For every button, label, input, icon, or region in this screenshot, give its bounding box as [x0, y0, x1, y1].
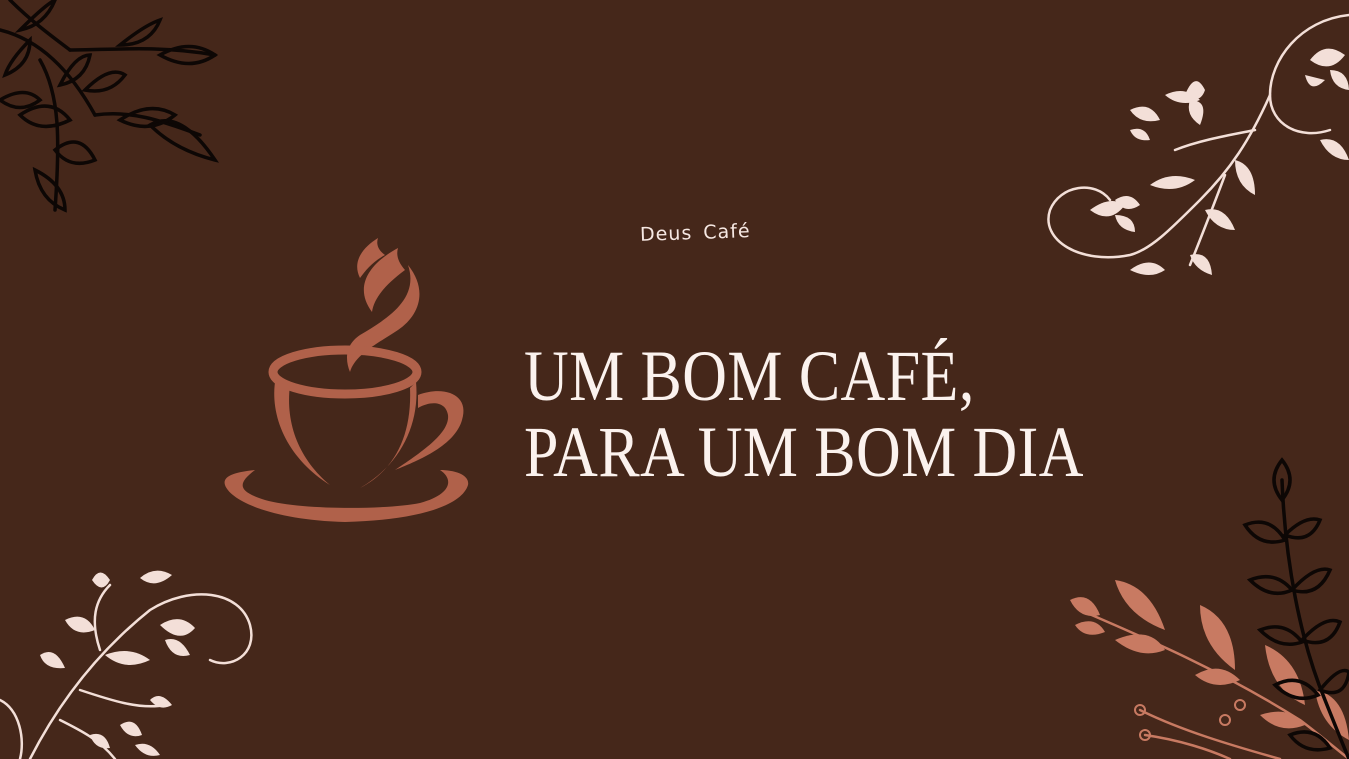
- brand-name: Deus Café: [639, 220, 751, 246]
- headline-line-1: UM BOM CAFÉ,: [524, 336, 975, 416]
- coffee-cup-icon: [225, 238, 469, 522]
- headline-line-2: PARA UM BOM DIA: [524, 412, 1084, 492]
- leaf-branch-top-right-icon: [1048, 15, 1349, 275]
- headline: [524, 338, 1084, 490]
- leaf-branch-bottom-left-icon: [0, 571, 251, 759]
- leaf-branch-top-left-icon: [0, 0, 215, 210]
